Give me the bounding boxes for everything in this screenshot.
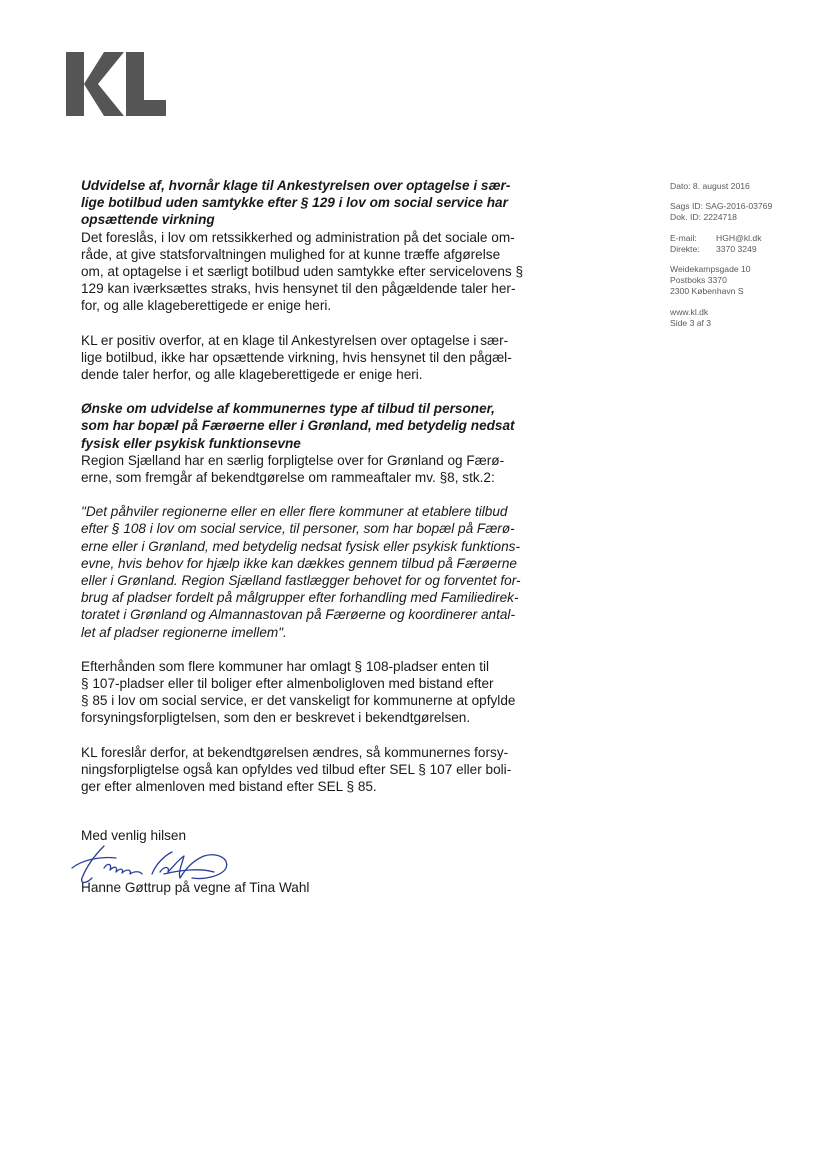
paragraph-4	[81, 658, 547, 727]
text-line: ger efter almenloven med bistand efter SEL § 85.	[81, 779, 377, 795]
text-line: 129 kan iværksættes straks, hvis hensynet til den pågældende taler her-	[81, 281, 516, 297]
text-line: § 85 i lov om social service, er det vanskeligt for kommunerne at opfylde	[81, 693, 516, 709]
text-line: eller i Grønland. Region Sjælland fastlægger behovet for og forventet for-	[81, 573, 521, 589]
text-line: Udvidelse af, hvornår klage til Ankestyrelsen over optagelse i sær-	[81, 178, 511, 193]
email	[670, 233, 810, 244]
text-line: dende taler herfor, og alle klageberettigede er enige heri.	[81, 367, 423, 383]
section-heading-2	[81, 400, 547, 452]
text-line: evne, hvis behov for hjælp ikke kan dækkes gennem tilbud på Færøerne	[81, 555, 517, 571]
text-line: som har bopæl på Færøerne eller i Grønland, med betydelig nedsat	[81, 418, 515, 434]
page-number: Side 3 af 3	[670, 317, 712, 328]
address-line-2: Postboks 3370	[670, 275, 727, 286]
address-line-3: 2300 København S	[670, 286, 744, 297]
paragraph-3	[81, 452, 547, 486]
phone	[670, 244, 810, 255]
doc-id	[670, 212, 810, 223]
kl-logo	[66, 52, 166, 116]
text-line: toratet i Grønland og Almannastovan på Færøerne og koordinerer antal-	[81, 607, 515, 623]
text-line: om, at optagelse i et særligt botilbud uden samtykke efter servicelovens §	[81, 264, 524, 280]
text-line: erne, som fremgår af bekendtgørelse om rammeaftaler mv. §8, stk.2:	[81, 470, 495, 486]
text-line: brug af pladser fordelt på målgrupper efter forhandling med Familiedirek-	[81, 590, 519, 606]
text-line: lige botilbud uden samtykke efter § 129 i lov om social service har	[81, 195, 508, 211]
phone-label: Direkte:	[670, 243, 700, 254]
document-metadata	[670, 181, 810, 338]
case-id-label: Sags ID:	[670, 201, 703, 212]
paragraph-5	[81, 744, 547, 796]
text-line: KL er positiv overfor, at en klage til Ankestyrelsen over optagelse i sær-	[81, 332, 509, 348]
text-line: Efterhånden som flere kommuner har omlagt § 108-pladser enten til	[81, 658, 490, 674]
paragraph-1	[81, 229, 547, 315]
text-line: "Det påhviler regionerne eller en eller flere kommuner at etablere tilbud	[81, 504, 508, 520]
text-line: lige botilbud, ikke har opsættende virkning, hvis hensynet til den pågæl-	[81, 349, 512, 365]
paragraph-2	[81, 332, 547, 384]
text-line: Region Sjælland har en særlig forpligtelse over for Grønland og Færø-	[81, 452, 505, 468]
signatory-name: Hanne Gøttrup på vegne af Tina Wahl	[81, 880, 310, 895]
case-id-value: SAG-2016-03769	[705, 201, 773, 212]
text-line: let af pladser regionerne imellem".	[81, 624, 287, 640]
email-label: E-mail:	[670, 232, 697, 243]
text-line: for, og alle klageberettigede er enige heri.	[81, 298, 332, 314]
doc-id-value: 2224718	[703, 212, 737, 223]
text-line: Ønske om udvidelse af kommunernes type af tilbud til personer,	[81, 401, 495, 417]
address-line-1: Weidekampsgade 10	[670, 264, 751, 275]
doc-id-label: Dok. ID:	[670, 212, 702, 223]
email-value: HGH@kl.dk	[716, 232, 762, 243]
text-line: råde, at give statsforvaltningen mulighed for at kunne træffe afgørelse	[81, 246, 501, 262]
phone-value: 3370 3249	[716, 243, 757, 254]
closing-greeting: Med venlig hilsen	[81, 828, 187, 843]
text-line: ningsforpligtelse også kan opfyldes ved tilbud efter SEL § 107 eller boli-	[81, 761, 512, 777]
section-heading-1	[81, 177, 547, 229]
text-line: KL foreslår derfor, at bekendtgørelsen ændres, så kommunernes forsy-	[81, 744, 509, 760]
text-line: opsættende virkning	[81, 212, 215, 228]
quotation	[81, 503, 547, 641]
text-line: erne eller i Grønland, med betydelig nedsat fysisk eller psykisk funktions-	[81, 538, 520, 554]
text-line: forsyningsforpligtelsen, som den er beskrevet i bekendtgørelsen.	[81, 710, 471, 726]
text-line: Det foreslås, i lov om retssikkerhed og administration på det sociale om-	[81, 229, 515, 245]
text-line: § 107-pladser eller til boliger efter almenboligloven med bistand efter	[81, 676, 494, 692]
date: Dato: 8. august 2016	[670, 181, 750, 191]
text-line: efter § 108 i lov om social service, til personer, som har bopæl på Færø-	[81, 521, 515, 537]
website: www.kl.dk	[670, 306, 709, 317]
letter-body	[81, 177, 547, 795]
case-id	[670, 201, 810, 212]
text-line: fysisk eller psykisk funktionsevne	[81, 435, 301, 451]
